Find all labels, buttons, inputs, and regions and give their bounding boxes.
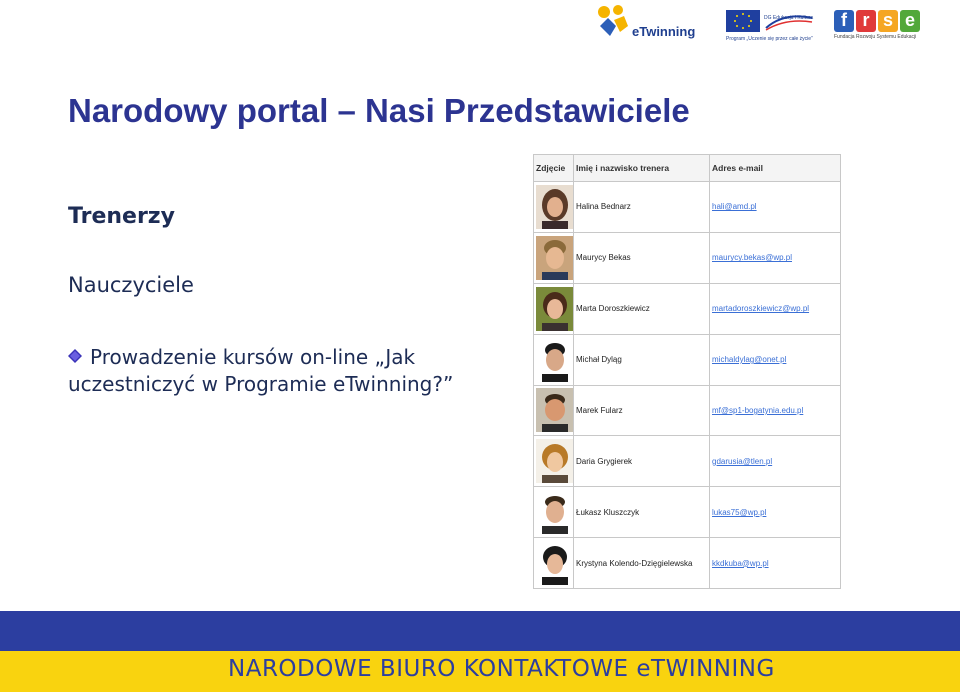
etwinning-logo: [594, 2, 706, 42]
frse-letter-e: e: [900, 10, 920, 32]
photo-cell: [534, 334, 574, 385]
trainer-name: Marek Fularz: [574, 385, 710, 436]
trainer-photo: [536, 236, 574, 280]
trainer-email-link[interactable]: lukas75@wp.pl: [712, 507, 767, 517]
trainer-email-link[interactable]: maurycy.bekas@wp.pl: [712, 253, 792, 263]
header-email: Adres e-mail: [710, 155, 841, 182]
header-name: Imię i nazwisko trenera: [574, 155, 710, 182]
trainer-photo: [536, 338, 574, 382]
photo-cell: [534, 232, 574, 283]
trainer-photo: [536, 541, 574, 585]
eu-logo-line2: Program „Uczenie się przez całe życie”: [726, 36, 813, 42]
bullet-item: [68, 344, 508, 398]
frse-letter-f: f: [834, 10, 854, 32]
photo-cell: [534, 385, 574, 436]
header-photo: Zdjęcie: [534, 155, 574, 182]
etwinning-logo-text: eTwinning: [632, 24, 696, 39]
photo-cell: [534, 182, 574, 233]
trainer-name: Krystyna Kolendo-Dzięgielewska: [574, 538, 710, 589]
photo-cell: [534, 487, 574, 538]
email-cell: [710, 182, 841, 233]
trainer-email-link[interactable]: michaldylag@onet.pl: [712, 355, 787, 365]
frse-caption: Fundacja Rozwoju Systemu Edukacji: [834, 34, 917, 40]
table-row: [534, 182, 841, 233]
photo-cell: [534, 283, 574, 334]
trainer-email-link[interactable]: mf@sp1-bogatynia.edu.pl: [712, 405, 804, 415]
photo-cell: [534, 436, 574, 487]
trainer-photo: [536, 439, 574, 483]
trainer-email-link[interactable]: martadoroszkiewicz@wp.pl: [712, 304, 810, 314]
heading-nauczyciele: Nauczyciele: [68, 273, 194, 297]
diamond-bullet-icon: [68, 349, 82, 363]
bullet-text: Prowadzenie kursów on-line „Jak uczestniczyć w Programie eTwinning?”: [68, 345, 454, 396]
email-cell: [710, 436, 841, 487]
trainer-name: Daria Grygierek: [574, 436, 710, 487]
trainer-email-link[interactable]: gdarusia@tlen.pl: [712, 456, 773, 466]
table-row: [534, 538, 841, 589]
trainer-photo: [536, 388, 574, 432]
heading-trenerzy: Trenerzy: [68, 204, 175, 229]
table-row: [534, 283, 841, 334]
page-title: Narodowy portal – Nasi Przedstawiciele: [68, 92, 690, 129]
footer-blue-band: [0, 611, 960, 651]
photo-cell: [534, 538, 574, 589]
trainer-name: Michał Dyląg: [574, 334, 710, 385]
etwinning-stars-icon: [594, 2, 634, 42]
frse-letter-s: s: [878, 10, 898, 32]
frse-letter-r: r: [856, 10, 876, 32]
table-row: [534, 232, 841, 283]
trainers-table: [533, 154, 841, 589]
trainer-name: Łukasz Kluszczyk: [574, 487, 710, 538]
email-cell: [710, 232, 841, 283]
table-row: [534, 436, 841, 487]
table-row: [534, 334, 841, 385]
trainer-name: Marta Doroszkiewicz: [574, 283, 710, 334]
email-cell: [710, 487, 841, 538]
eu-flag-icon: [724, 8, 816, 34]
footer-text: NARODOWE BIURO KONTAKTOWE eTWINNING: [228, 656, 775, 682]
trainer-photo: [536, 287, 574, 331]
eu-logo-line1: DG Edukacja i Kultura: [764, 15, 814, 21]
trainer-name: Maurycy Bekas: [574, 232, 710, 283]
trainer-email-link[interactable]: kkdkuba@wp.pl: [712, 558, 769, 568]
trainer-photo: [536, 490, 574, 534]
trainer-email-link[interactable]: hali@amd.pl: [712, 202, 757, 212]
email-cell: [710, 283, 841, 334]
trainer-name: Halina Bednarz: [574, 182, 710, 233]
frse-logo: [834, 10, 926, 44]
eu-program-logo: [724, 8, 816, 44]
table-row: [534, 487, 841, 538]
trainer-photo: [536, 185, 574, 229]
email-cell: [710, 385, 841, 436]
email-cell: [710, 538, 841, 589]
table-header-row: [534, 155, 841, 182]
email-cell: [710, 334, 841, 385]
table-row: [534, 385, 841, 436]
